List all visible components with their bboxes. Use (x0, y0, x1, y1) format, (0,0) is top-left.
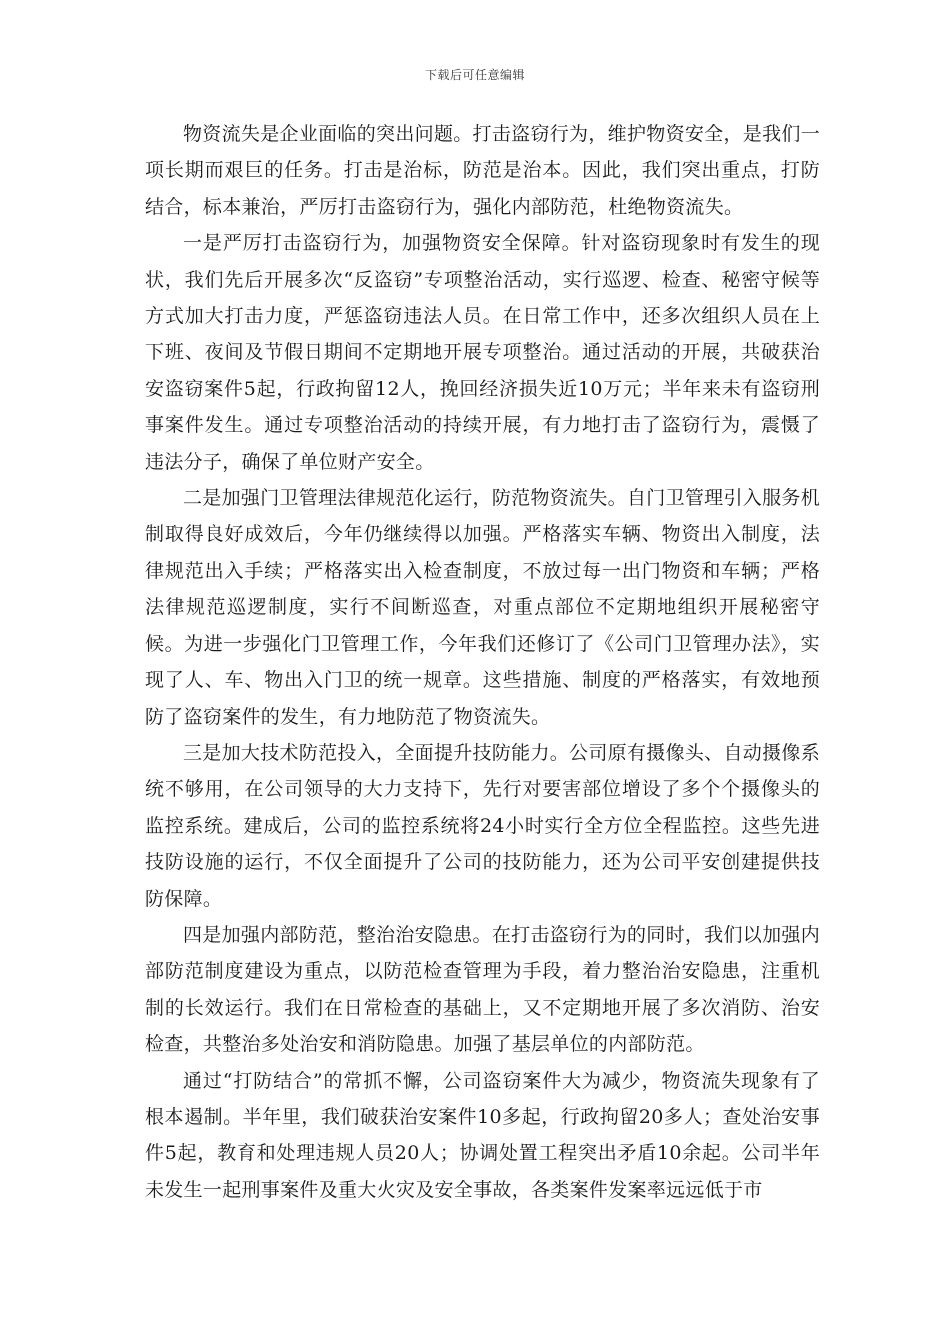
document-body (145, 116, 820, 1208)
paragraph-tech-prevention: 三是加大技术防范投入，全面提升技防能力。公司原有摄像头、自动摄像系统不够用，在公司领导的大力支持下，先行对要害部位增设了多个个摄像头的监控系统。建成后，公司的监控系统将24小时实行全方位全程监控。这些先进技防设施的运行，不仅全面提升了公司的技防能力，还为公司平安创建提供技防保障。 (145, 741, 820, 910)
header-note: 下载后可任意编辑 (424, 68, 525, 82)
paragraph-intro: 物资流失是企业面临的突出问题。打击盗窃行为，维护物资安全，是我们一项长期而艰巨的任务。打击是治标，防范是治本。因此，我们突出重点，打防结合，标本兼治，严厉打击盗窃行为，强化内部防范，杜绝物资流失。 (145, 123, 820, 218)
paragraph-anti-theft: 一是严厉打击盗窃行为，加强物资安全保障。针对盗窃现象时有发生的现状，我们先后开展多次“反盗窃”专项整治活动，实行巡逻、检查、秘密守候等方式加大打击力度，严惩盗窃违法人员。在日常工作中，还多次组织人员在上下班、夜间及节假日期间不定期地开展专项整治。通过活动的开展，共破获治安盗窃案件5起，行政拘留12人，挽回经济损失近10万元；半年来未有盗窃刑事案件发生。通过专项整治活动的持续开展，有力地打击了盗窃行为，震慑了违法分子，确保了单位财产安全。 (145, 232, 820, 473)
paragraph-gate-management: 二是加强门卫管理法律规范化运行，防范物资流失。自门卫管理引入服务机制取得良好成效后，今年仍继续得以加强。严格落实车辆、物资出入制度，法律规范出入手续；严格落实出入检查制度，不放过每一出门物资和车辆；严格法律规范巡逻制度，实行不间断巡查，对重点部位不定期地组织开展秘密守候。为进一步强化门卫管理工作，今年我们还修订了《公司门卫管理办法》，实现了人、车、物出入门卫的统一规章。这些措施、制度的严格落实，有效地预防了盗窃案件的发生，有力地防范了物资流失。 (145, 487, 820, 728)
paragraph-results: 通过“打防结合”的常抓不懈，公司盗窃案件大为减少，物资流失现象有了根本遏制。半年里，我们破获治安案件10多起，行政拘留20多人；查处治安事件5起，教育和处理违规人员20人；协调处置工程突出矛盾10余起。公司半年未发生一起刑事案件及重大火灾及安全事故，各类案件发案率远远低于市 (145, 1069, 820, 1201)
paragraph-internal-prevention: 四是加强内部防范，整治治安隐患。在打击盗窃行为的同时，我们以加强内部防范制度建设为重点，以防范检查管理为手段，着力整治治安隐患，注重机制的长效运行。我们在日常检查的基础上，又不定期地开展了多次消防、治安检查，共整治多处治安和消防隐患。加强了基层单位的内部防范。 (145, 923, 820, 1056)
